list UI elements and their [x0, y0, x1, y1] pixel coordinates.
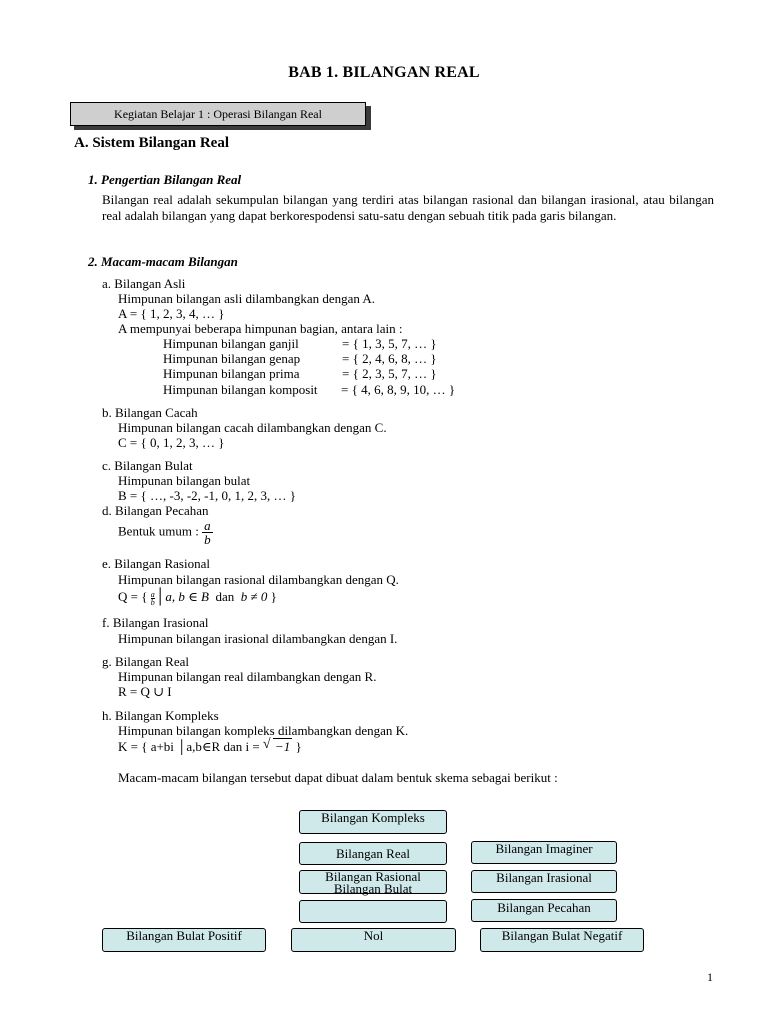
small-fraction-numerator: a	[150, 589, 155, 599]
item-c-label: c. Bilangan Bulat	[102, 458, 193, 473]
box-bilangan-rasional-bulat	[299, 870, 447, 894]
item-e-formula: Q = { $\frac{a}{b}│a$, b ∈ B dan b ≠ 0 }	[118, 589, 277, 607]
square-root	[263, 739, 292, 755]
item-a-line3: A mempunyai beberapa himpunan bagian, antara lain :	[118, 321, 403, 336]
subset-value: = { 4, 6, 8, 9, 10, … }	[341, 382, 456, 397]
subsection-2-heading: 2. Macam-macam Bilangan	[88, 254, 238, 269]
box-bilangan-real	[299, 842, 447, 865]
item-a-line2: A = { 1, 2, 3, 4, … }	[118, 306, 225, 321]
page-title: BAB 1. BILANGAN REAL	[288, 64, 480, 81]
small-fraction-denominator: b	[150, 597, 155, 607]
item-f-line1: Himpunan bilangan irasional dilambangkan dengan I.	[118, 631, 398, 646]
box-bilangan-bulat-positif	[102, 928, 266, 952]
q-prefix: Q = {	[118, 589, 148, 604]
subset-name: Himpunan bilangan genap	[163, 351, 301, 366]
closing-sentence: Macam-macam bilangan tersebut dapat dibuat dalam bentuk skema sebagai berikut :	[118, 770, 558, 785]
item-c-line2: B = { …, -3, -2, -1, 0, 1, 2, 3, … }	[118, 488, 296, 503]
fraction-denominator: b	[204, 532, 211, 547]
subsection-1-heading: 1. Pengertian Bilangan Real	[88, 172, 242, 187]
item-b-line2: C = { 0, 1, 2, 3, … }	[118, 435, 225, 450]
item-h-line1: Himpunan bilangan kompleks dilambangkan dengan K.	[118, 723, 409, 738]
page-number: 1	[707, 970, 713, 984]
item-e-label: e. Bilangan Rasional	[102, 556, 210, 571]
subset-value: = { 2, 3, 5, 7, … }	[342, 366, 437, 381]
item-b-label: b. Bilangan Cacah	[102, 405, 198, 420]
q-close: }	[270, 589, 277, 604]
box-label-rasional: Bilangan Rasional	[325, 869, 421, 884]
k-text: K = { a+bi │a,b∈R dan i =	[118, 739, 260, 754]
subset-value: = { 1, 3, 5, 7, … }	[342, 336, 437, 351]
item-a-label: a. Bilangan Asli	[102, 276, 186, 291]
q-dan: dan	[215, 589, 235, 604]
box-label: Bilangan Imaginer	[495, 841, 593, 856]
item-h-label: h. Bilangan Kompleks	[102, 708, 219, 723]
item-b-line1: Himpunan bilangan cacah dilambangkan dengan C.	[118, 420, 387, 435]
item-h-formula	[118, 739, 302, 755]
box-label: Bilangan Irasional	[496, 870, 592, 885]
box-label: Bilangan Kompleks	[321, 810, 425, 825]
subset-name: Himpunan bilangan ganjil	[163, 336, 299, 351]
box-bilangan-irasional	[471, 870, 617, 893]
k-close: }	[295, 739, 302, 754]
subset-value: = { 2, 4, 6, 8, … }	[342, 351, 437, 366]
box-label: Bilangan Real	[335, 846, 410, 861]
fraction-a-over-b	[202, 519, 213, 546]
subset-name: Himpunan bilangan prima	[163, 366, 300, 381]
section-a-heading: A. Sistem Bilangan Real	[74, 135, 230, 151]
q-condition-2: b ≠ 0	[240, 589, 268, 604]
radicand: −1	[274, 739, 291, 754]
fraction-numerator: a	[204, 518, 211, 533]
box-label-bulat: Bilangan Bulat	[333, 881, 413, 896]
box-bilangan-imaginer	[471, 841, 617, 864]
box-bilangan-bulat-negatif	[480, 928, 644, 952]
box-nol	[291, 928, 456, 952]
item-f-label: f. Bilangan Irasional	[102, 615, 209, 630]
box-label: Bilangan Bulat Negatif	[501, 928, 623, 943]
item-d-line1	[118, 519, 213, 546]
item-d-label: d. Bilangan Pecahan	[102, 503, 209, 518]
subset-name: Himpunan bilangan komposit	[163, 382, 318, 397]
bentuk-umum-label: Bentuk umum :	[118, 523, 199, 539]
item-e-line1: Himpunan bilangan rasional dilambangkan dengan Q.	[118, 572, 399, 587]
box-bilangan-kompleks	[299, 810, 447, 834]
box-empty	[299, 900, 447, 923]
item-g-label: g. Bilangan Real	[102, 654, 190, 669]
item-c-line1: Himpunan bilangan bulat	[118, 473, 251, 488]
radical-icon: √	[262, 737, 271, 752]
box-label: Nol	[363, 928, 384, 943]
item-a-line1: Himpunan bilangan asli dilambangkan dengan A.	[118, 291, 376, 306]
box-bilangan-pecahan	[471, 899, 617, 922]
item-g-line2: R = Q ∪ I	[118, 684, 172, 699]
box-label: Bilangan Pecahan	[497, 900, 591, 915]
q-condition: a, b ∈ B	[165, 589, 209, 604]
box-label: Bilangan Bulat Positif	[126, 928, 242, 943]
subsection-1-paragraph: Bilangan real adalah sekumpulan bilangan yang terdiri atas bilangan rasional dan bilangan irasional, atau bilangan real adalah bilangan yang dapat berkorespodensi satu-satu dengan sebuah titik pada garis bilangan.	[102, 192, 714, 223]
item-g-line1: Himpunan bilangan real dilambangkan dengan R.	[118, 669, 377, 684]
kegiatan-box: Kegiatan Belajar 1 : Operasi Bilangan Real	[70, 102, 366, 126]
